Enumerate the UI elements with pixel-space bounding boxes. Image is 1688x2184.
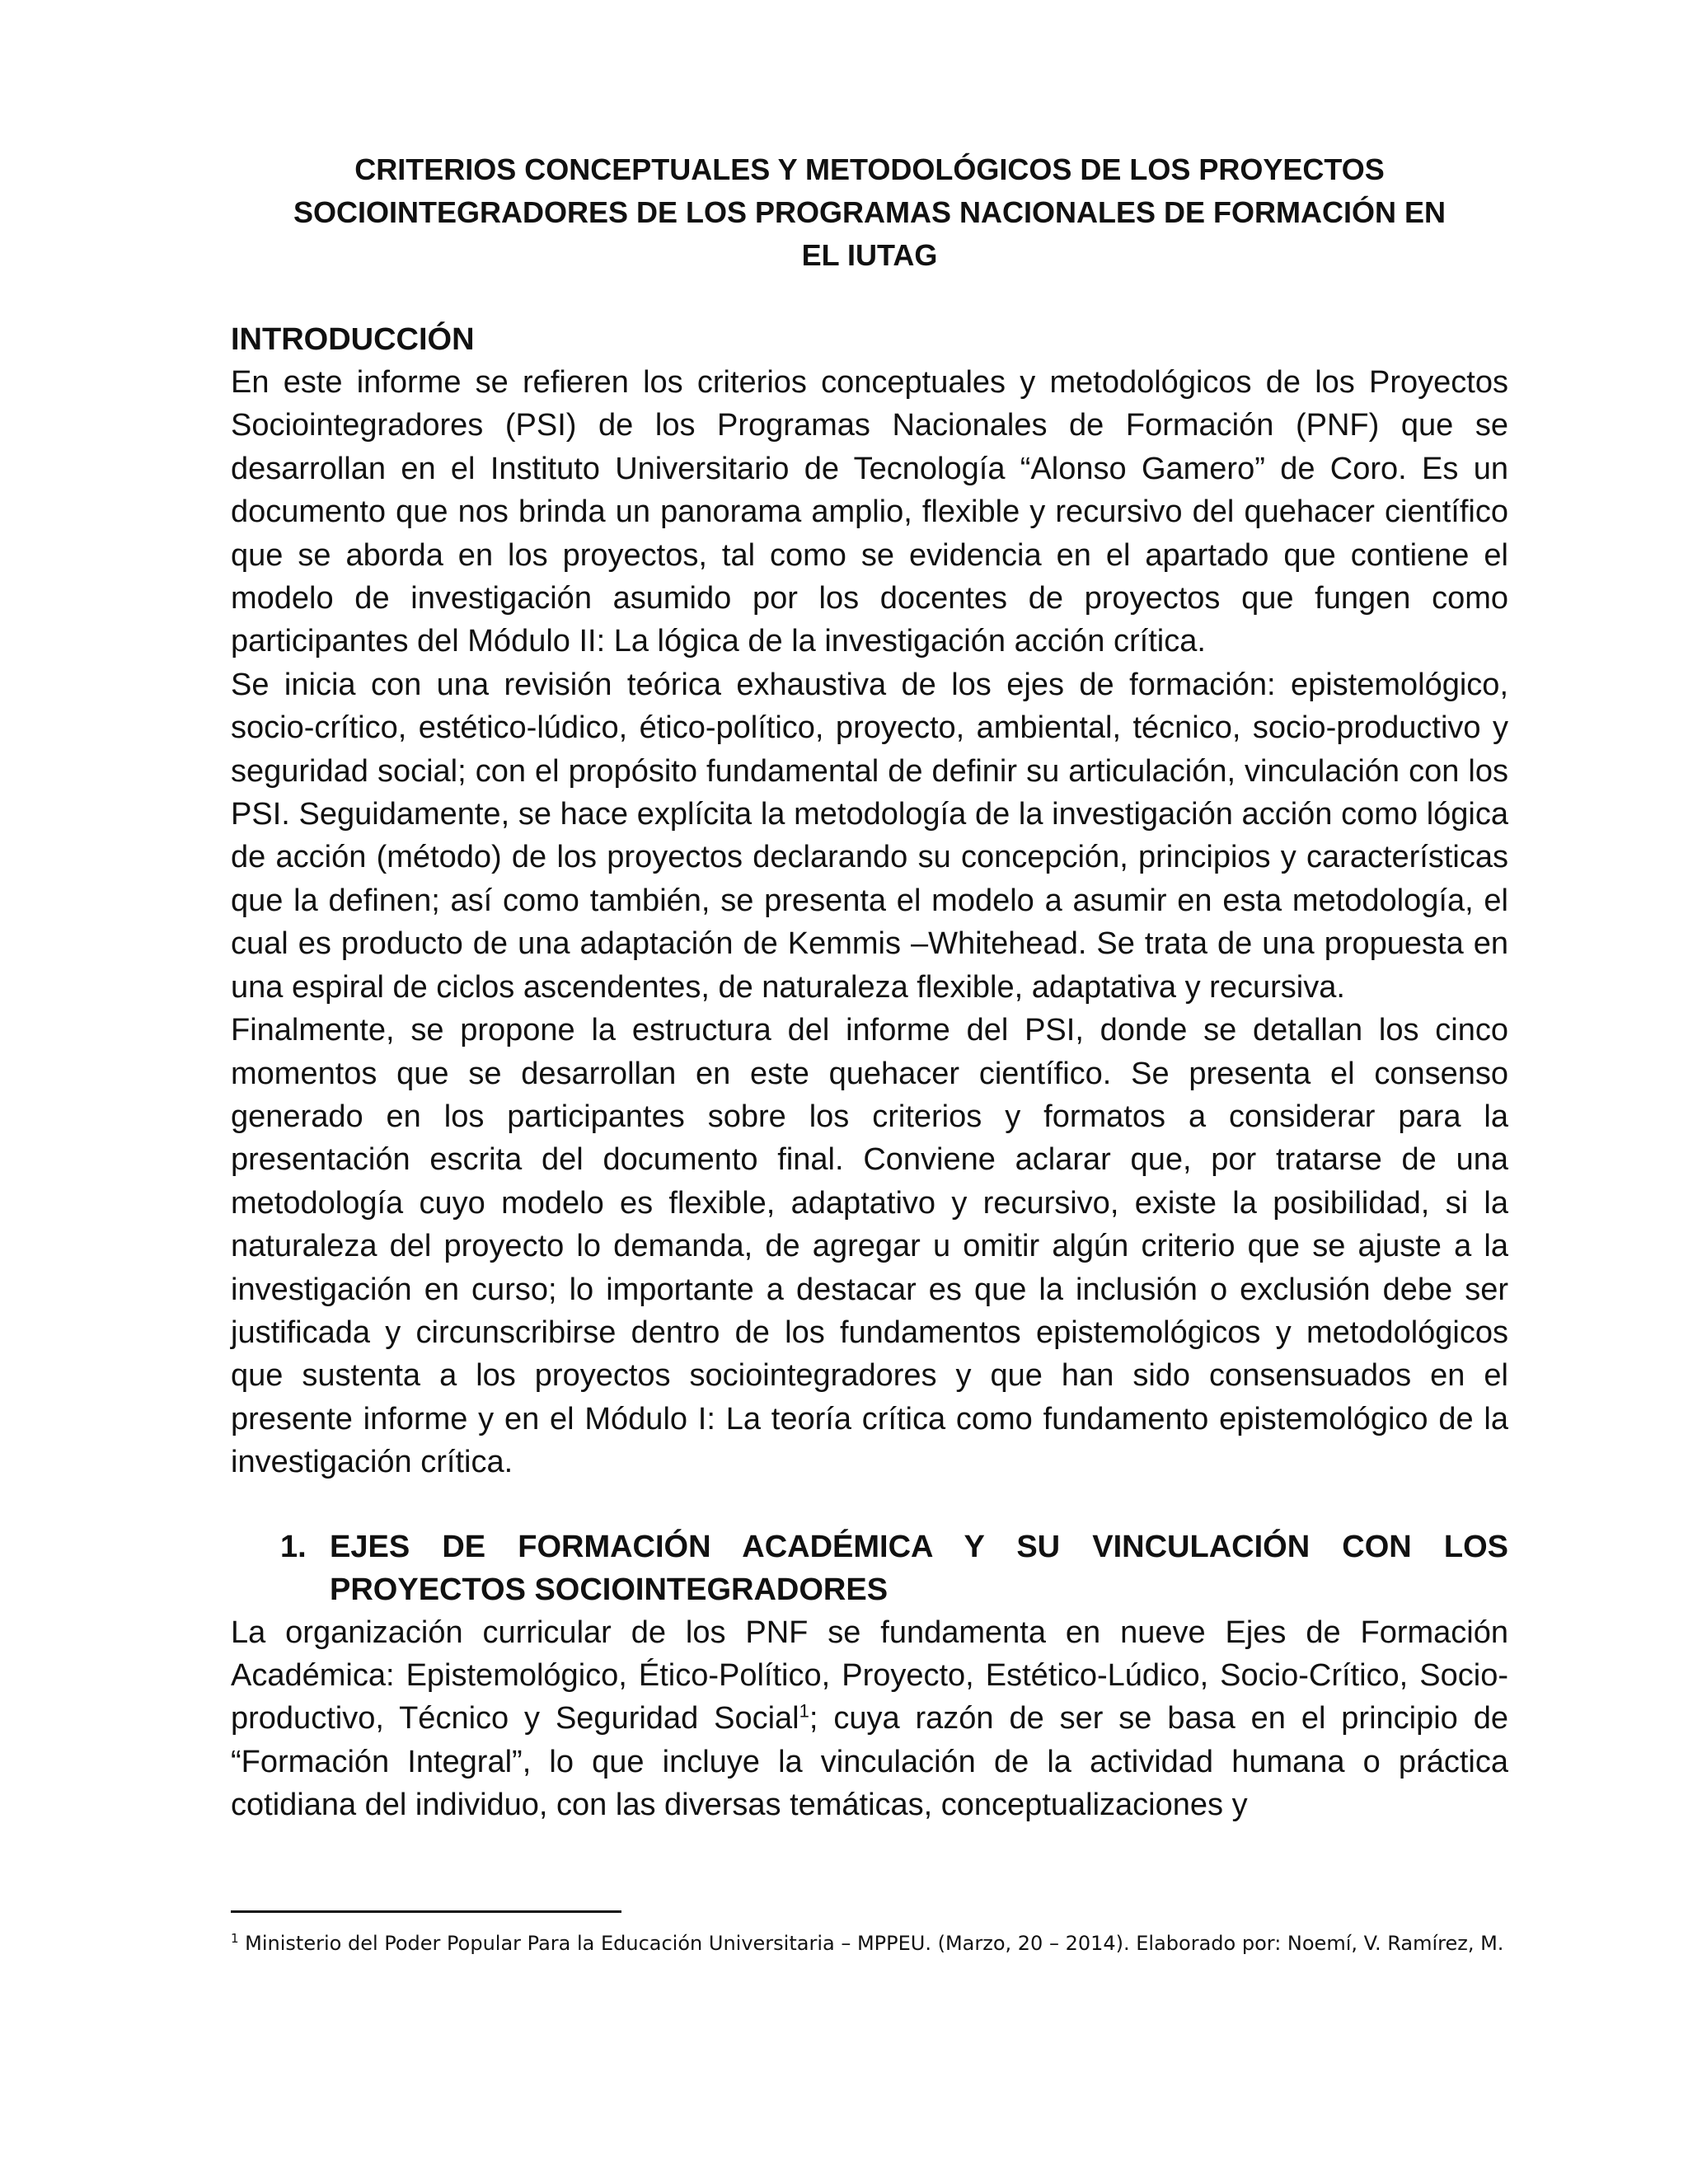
intro-paragraph: En este informe se refieren los criterios conceptuales y metodológicos de los Proyectos Sociointegradores (PSI) de los Programas Nacionales de Formación (PNF) que se desarrollan en el Instituto Universitario de Tecnología “Alonso Gamero” de Coro. Es un documento que nos brinda un panorama amplio, flexible y recursivo del quehacer científico que se aborda en los proyectos, tal como se evidencia en el apartado que contiene el modelo de investigación asumido por los docentes de proyectos que fungen como participantes del Módulo II: La lógica de la investigación acción crítica. bbox=[231, 365, 1508, 659]
section-paragraph-text: ; cuya razón de ser se basa en el principio de “Formación Integral”, lo que incluye la vinculación de la actividad humana o práctica cotidiana del individuo, con las diversas temáticas, conceptualizaciones y bbox=[231, 1701, 1508, 1823]
section-paragraph bbox=[231, 1611, 1508, 1827]
page-body bbox=[231, 148, 1508, 1827]
title-line: EL IUTAG bbox=[801, 238, 938, 272]
intro-heading: INTRODUCCIÓN bbox=[231, 322, 475, 357]
title-line: SOCIOINTEGRADORES DE LOS PROGRAMAS NACIONALES DE FORMACIÓN EN bbox=[293, 195, 1447, 229]
section-number: 1. bbox=[280, 1529, 307, 1564]
footnote-reference: 1 bbox=[799, 1700, 809, 1722]
footnote-text: Ministerio del Poder Popular Para la Educación Universitaria – MPPEU. (Marzo, 20 – 2014). Elaborado por: Noemí, V. Ramírez, M. bbox=[238, 1932, 1504, 1955]
intro-paragraph: Se inicia con una revisión teórica exhaustiva de los ejes de formación: epistemológico, socio-crítico, estético-lúdico, ético-político, proyecto, ambiental, técnico, socio-productivo y seguridad social; con el propósito fundamental de definir su articulación, vinculación con los PSI. Seguidamente, se hace explícita la metodología de la investigación acción como lógica de acción (método) de los proyectos declarando su concepción, principios y características que la definen; así como también, se presenta el modelo a asumir en esta metodología, el cual es producto de una adaptación de Kemmis –Whitehead. Se trata de una propuesta en una espiral de ciclos ascendentes, de naturaleza flexible, adaptativa y recursiva. bbox=[231, 667, 1508, 1005]
intro-paragraph: Finalmente, se propone la estructura del informe del PSI, donde se detallan los cinco momentos que se desarrollan en este quehacer científico. Se presenta el consenso generado en los participantes sobre los criterios y formatos a considerar para la presentación escrita del documento final. Conviene aclarar que, por tratarse de una metodología cuyo modelo es flexible, adaptativo y recursivo, existe la posibilidad, si la naturaleza del proyecto lo demanda, de agregar u omitir algún criterio que se ajuste a la investigación en curso; lo importante a destacar es que la inclusión o exclusión debe ser justificada y circunscribirse dentro de los fundamentos epistemológicos y metodológicos que sustenta a los proyectos sociointegradores y que han sido consensuados en el presente informe y en el Módulo I: La teoría crítica como fundamento epistemológico de la investigación crítica. bbox=[231, 1013, 1508, 1480]
footnote bbox=[231, 1927, 1508, 1960]
section-heading bbox=[280, 1526, 1508, 1611]
section-title: EJES DE FORMACIÓN ACADÉMICA Y SU VINCULACIÓN CON LOS PROYECTOS SOCIOINTEGRADORES bbox=[330, 1529, 1508, 1607]
document-title bbox=[231, 148, 1508, 277]
section-paragraph-text: La organización curricular de los PNF se fundamenta en nueve Ejes de Formación Académica: Epistemológico, Ético-Político, Proyecto, Estético-Lúdico, Socio-Crítico, Socio-productivo, Técnico y Seguridad Social bbox=[231, 1615, 1508, 1736]
footnote-separator bbox=[231, 1910, 621, 1913]
title-line: CRITERIOS CONCEPTUALES Y METODOLÓGICOS DE LOS PROYECTOS bbox=[354, 152, 1385, 186]
footnote-marker: 1 bbox=[231, 1931, 239, 1946]
